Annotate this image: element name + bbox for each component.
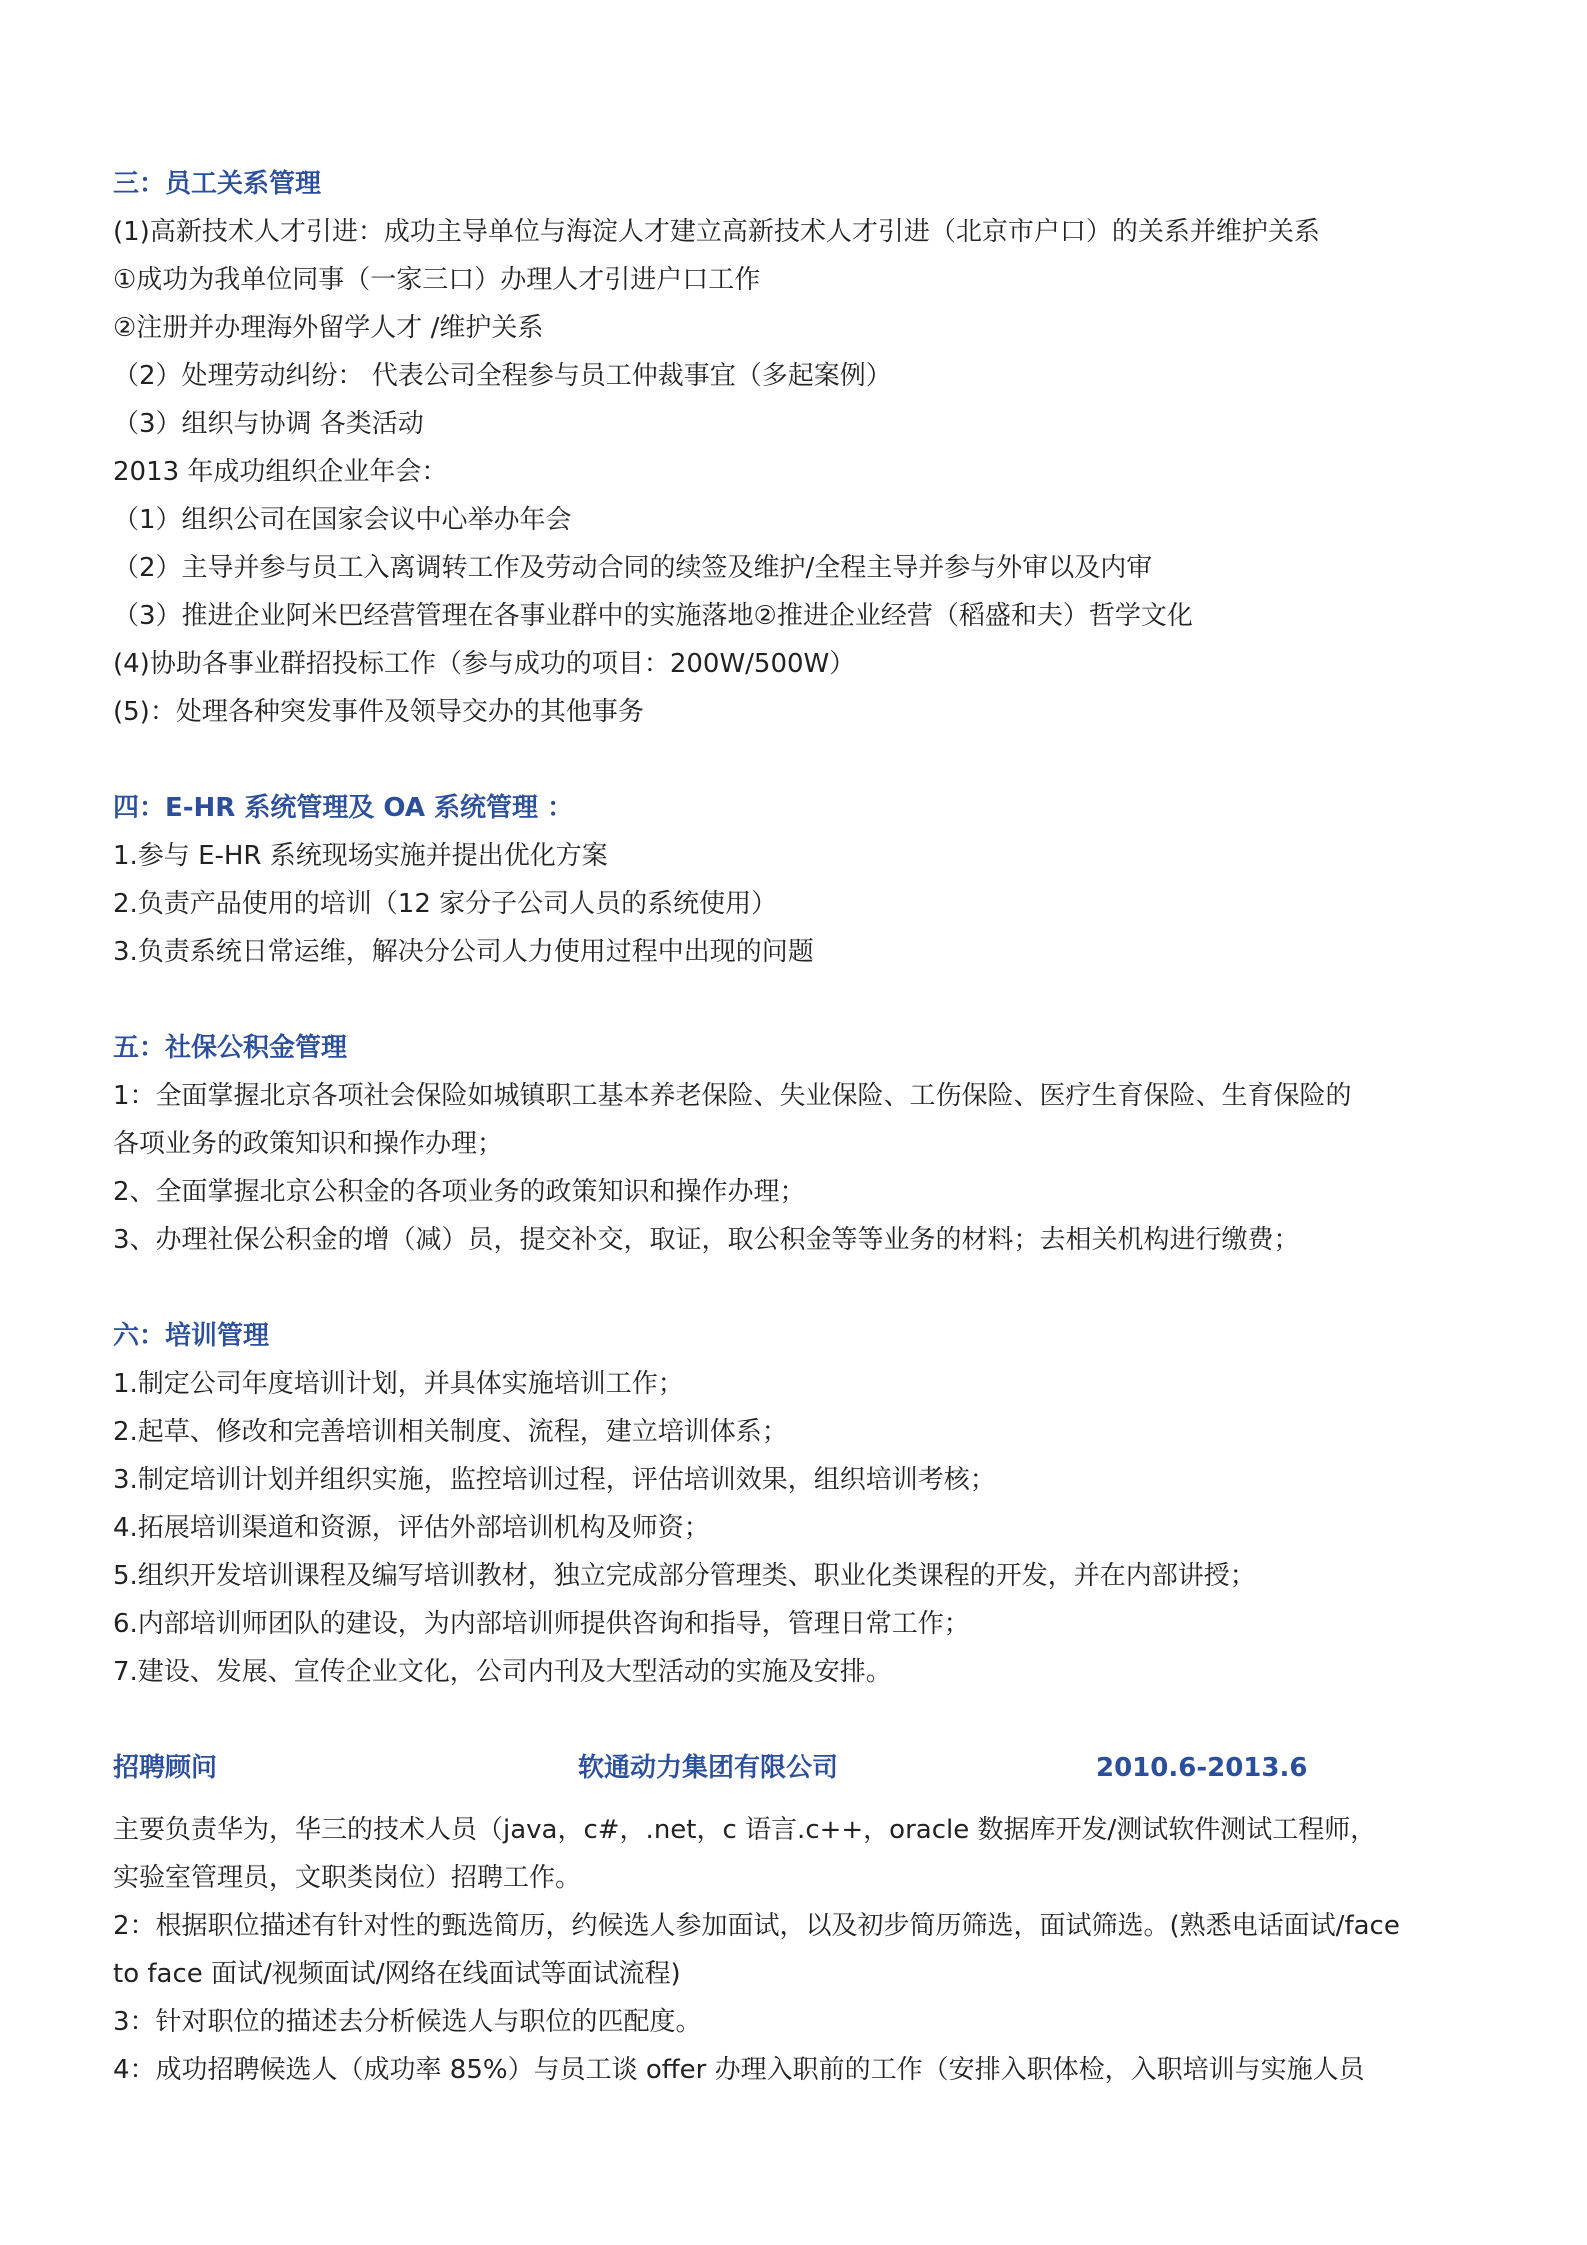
- section-line: 各项业务的政策知识和操作办理；: [113, 1129, 504, 1159]
- section-line: （2）处理劳动纠纷： 代表公司全程参与员工仲裁事宜（多起案例）: [113, 361, 892, 391]
- section-line: 4.拓展培训渠道和资源，评估外部培训机构及师资；: [113, 1513, 710, 1543]
- section-line: (4)协助各事业群招投标工作（参与成功的项目：200W/500W）: [113, 649, 856, 679]
- section-heading: 三：员工关系管理: [113, 169, 322, 199]
- section-line: 2.起草、修改和完善培训相关制度、流程，建立培训体系；: [113, 1417, 788, 1447]
- section-social-insurance: [113, 1024, 1483, 1264]
- section-line: 3.制定培训计划并组织实施，监控培训过程，评估培训效果，组织培训考核；: [113, 1465, 996, 1495]
- section-line: 7.建设、发展、宣传企业文化，公司内刊及大型活动的实施及安排。: [113, 1657, 892, 1687]
- section-line: 2.负责产品使用的培训（12 家分子公司人员的系统使用）: [113, 889, 778, 919]
- section-line: (1)高新技术人才引进：成功主导单位与海淀人才建立高新技术人才引进（北京市户口）的关系并维护关系: [113, 217, 1320, 247]
- section-line: ①成功为我单位同事（一家三口）办理人才引进户口工作: [113, 265, 761, 295]
- section-line: 3.负责系统日常运维，解决分公司人力使用过程中出现的问题: [113, 937, 814, 967]
- job-title: 招聘顾问: [113, 1753, 218, 1783]
- job-line: to face 面试/视频面试/网络在线面试等面试流程): [113, 1959, 681, 1989]
- section-line: （2）主导并参与员工入离调转工作及劳动合同的续签及维护/全程主导并参与外审以及内审: [113, 553, 1153, 583]
- job-company: 软通动力集团有限公司: [578, 1753, 839, 1783]
- section-line: （1）组织公司在国家会议中心举办年会: [113, 505, 572, 535]
- job-line: 2：根据职位描述有针对性的甄选简历，约候选人参加面试，以及初步简历筛选，面试筛选。(熟悉电话面试/face: [113, 1911, 1400, 1941]
- section-line: 2013 年成功组织企业年会：: [113, 457, 448, 487]
- section-line: 1.制定公司年度培训计划，并具体实施培训工作；: [113, 1369, 684, 1399]
- section-heading: 六：培训管理: [113, 1321, 270, 1351]
- section-line: ②注册并办理海外留学人才 /维护关系: [113, 313, 544, 343]
- job-line: 3：针对职位的描述去分析候选人与职位的匹配度。: [113, 2007, 702, 2037]
- section-training: [113, 1312, 1483, 1696]
- section-line: (5)：处理各种突发事件及领导交办的其他事务: [113, 697, 644, 727]
- section-heading: 四：E-HR 系统管理及 OA 系统管理 ：: [113, 793, 574, 823]
- job-dates: 2010.6-2013.6: [1096, 1753, 1308, 1783]
- job-line: 4：成功招聘候选人（成功率 85%）与员工谈 offer 办理入职前的工作（安排入职体检，入职培训与实施人员: [113, 2055, 1365, 2085]
- section-employee-relations: [113, 160, 1483, 736]
- section-line: 1：全面掌握北京各项社会保险如城镇职工基本养老保险、失业保险、工伤保险、医疗生育保险、生育保险的: [113, 1081, 1352, 1111]
- job-line: 主要负责华为，华三的技术人员（java，c#，.net，c 语言.c++，oracle 数据库开发/测试软件测试工程师，: [113, 1815, 1377, 1845]
- section-line: （3）组织与协调 各类活动: [113, 409, 424, 439]
- section-line: 1.参与 E-HR 系统现场实施并提出优化方案: [113, 841, 608, 871]
- section-heading: 五：社保公积金管理: [113, 1033, 348, 1063]
- section-line: 5.组织开发培训课程及编写培训教材，独立完成部分管理类、职业化类课程的开发，并在内部讲授；: [113, 1561, 1256, 1591]
- section-line: （3）推进企业阿米巴经营管理在各事业群中的实施落地②推进企业经营（稻盛和夫）哲学文化: [113, 601, 1193, 631]
- resume-page: [113, 160, 1483, 2094]
- section-line: 6.内部培训师团队的建设，为内部培训师提供咨询和指导，管理日常工作；: [113, 1609, 970, 1639]
- job-header: [113, 1744, 1483, 1792]
- section-line: 3、办理社保公积金的增（减）员，提交补交，取证，取公积金等等业务的材料；去相关机构进行缴费；: [113, 1225, 1300, 1255]
- section-line: 2、全面掌握北京公积金的各项业务的政策知识和操作办理；: [113, 1177, 806, 1207]
- job-description: [113, 1806, 1483, 2094]
- section-ehr-oa: [113, 784, 1483, 976]
- job-line: 实验室管理员，文职类岗位）招聘工作。: [113, 1863, 582, 1893]
